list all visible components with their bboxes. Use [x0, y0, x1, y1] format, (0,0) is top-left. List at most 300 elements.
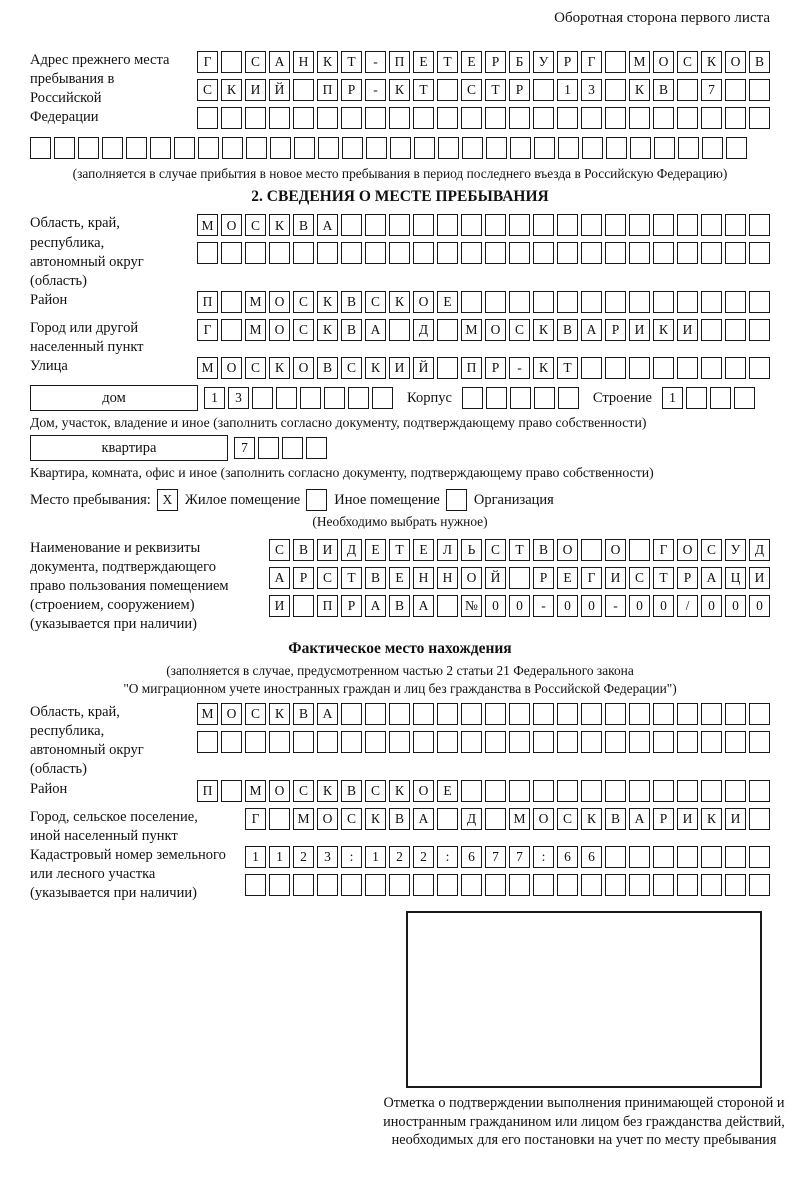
char-cell[interactable]: С	[341, 808, 362, 830]
char-cell[interactable]	[150, 137, 171, 159]
char-cell[interactable]: В	[365, 567, 386, 589]
char-cell[interactable]	[317, 874, 338, 896]
char-cell[interactable]: О	[557, 539, 578, 561]
char-cell[interactable]: И	[317, 539, 338, 561]
char-cell[interactable]: Е	[461, 51, 482, 73]
char-cell[interactable]: Т	[509, 539, 530, 561]
char-cell[interactable]: Ц	[725, 567, 746, 589]
char-cell[interactable]	[677, 214, 698, 236]
char-cell[interactable]	[749, 319, 770, 341]
char-cell[interactable]	[533, 731, 554, 753]
char-cell[interactable]: 1	[557, 79, 578, 101]
char-cell[interactable]	[581, 214, 602, 236]
char-cell[interactable]	[677, 242, 698, 264]
char-cell[interactable]	[461, 703, 482, 725]
stay-option-checkbox-residential[interactable]	[157, 489, 178, 511]
char-cell[interactable]	[749, 780, 770, 802]
char-cell[interactable]	[677, 703, 698, 725]
char-cell[interactable]	[749, 357, 770, 379]
char-cell[interactable]	[437, 703, 458, 725]
char-cell[interactable]	[581, 874, 602, 896]
char-cell[interactable]	[654, 137, 675, 159]
char-cell[interactable]	[78, 137, 99, 159]
char-cell[interactable]: 0	[581, 595, 602, 617]
char-cell[interactable]	[557, 291, 578, 313]
char-cell[interactable]	[461, 214, 482, 236]
char-cell[interactable]: X	[157, 489, 178, 511]
char-cell[interactable]: И	[269, 595, 290, 617]
char-cell[interactable]: М	[197, 214, 218, 236]
char-cell[interactable]: К	[269, 703, 290, 725]
char-cell[interactable]	[581, 107, 602, 129]
char-cell[interactable]	[222, 137, 243, 159]
char-cell[interactable]	[629, 214, 650, 236]
char-cell[interactable]	[749, 107, 770, 129]
char-cell[interactable]	[510, 387, 531, 409]
char-cell[interactable]: 3	[317, 846, 338, 868]
char-cell[interactable]: Т	[653, 567, 674, 589]
char-cell[interactable]	[558, 137, 579, 159]
char-cell[interactable]: С	[269, 539, 290, 561]
char-cell[interactable]	[348, 387, 369, 409]
char-cell[interactable]: К	[221, 79, 242, 101]
char-cell[interactable]: В	[293, 539, 314, 561]
char-cell[interactable]	[653, 291, 674, 313]
char-cell[interactable]: В	[341, 780, 362, 802]
char-cell[interactable]	[341, 107, 362, 129]
char-cell[interactable]: В	[605, 808, 626, 830]
char-cell[interactable]	[653, 703, 674, 725]
char-cell[interactable]	[581, 291, 602, 313]
char-cell[interactable]: О	[605, 539, 626, 561]
char-cell[interactable]	[629, 539, 650, 561]
char-cell[interactable]	[413, 214, 434, 236]
char-cell[interactable]	[581, 703, 602, 725]
char-cell[interactable]	[686, 387, 707, 409]
char-cell[interactable]: 7	[485, 846, 506, 868]
char-cell[interactable]	[749, 808, 770, 830]
char-cell[interactable]	[725, 846, 746, 868]
char-cell[interactable]	[534, 387, 555, 409]
char-cell[interactable]: К	[581, 808, 602, 830]
char-cell[interactable]	[126, 137, 147, 159]
char-cell[interactable]	[509, 703, 530, 725]
char-cell[interactable]	[629, 107, 650, 129]
char-cell[interactable]	[269, 808, 290, 830]
char-cell[interactable]	[725, 107, 746, 129]
char-cell[interactable]	[725, 731, 746, 753]
char-cell[interactable]	[365, 107, 386, 129]
char-cell[interactable]	[509, 242, 530, 264]
char-cell[interactable]	[366, 137, 387, 159]
char-cell[interactable]: С	[629, 567, 650, 589]
char-cell[interactable]: П	[197, 291, 218, 313]
char-cell[interactable]	[221, 51, 242, 73]
char-cell[interactable]: В	[557, 319, 578, 341]
char-cell[interactable]	[269, 874, 290, 896]
char-cell[interactable]: 2	[293, 846, 314, 868]
char-cell[interactable]	[413, 731, 434, 753]
char-cell[interactable]	[533, 703, 554, 725]
char-cell[interactable]	[462, 137, 483, 159]
char-cell[interactable]: В	[293, 214, 314, 236]
char-cell[interactable]: О	[317, 808, 338, 830]
char-cell[interactable]: Д	[461, 808, 482, 830]
char-cell[interactable]	[533, 214, 554, 236]
char-cell[interactable]	[509, 731, 530, 753]
char-cell[interactable]: К	[365, 808, 386, 830]
char-cell[interactable]	[306, 489, 327, 511]
char-cell[interactable]	[365, 242, 386, 264]
char-cell[interactable]	[306, 437, 327, 459]
char-cell[interactable]: 0	[653, 595, 674, 617]
char-cell[interactable]: Р	[677, 567, 698, 589]
char-cell[interactable]	[258, 437, 279, 459]
char-cell[interactable]: А	[413, 595, 434, 617]
char-cell[interactable]: У	[533, 51, 554, 73]
char-cell[interactable]	[437, 595, 458, 617]
char-cell[interactable]	[677, 846, 698, 868]
char-cell[interactable]: А	[581, 319, 602, 341]
char-cell[interactable]	[365, 874, 386, 896]
char-cell[interactable]: О	[461, 567, 482, 589]
char-cell[interactable]: А	[413, 808, 434, 830]
char-cell[interactable]	[341, 242, 362, 264]
char-cell[interactable]: К	[317, 319, 338, 341]
char-cell[interactable]	[389, 703, 410, 725]
char-cell[interactable]: С	[365, 780, 386, 802]
char-cell[interactable]	[269, 242, 290, 264]
char-cell[interactable]	[341, 214, 362, 236]
char-cell[interactable]: Л	[437, 539, 458, 561]
char-cell[interactable]: М	[509, 808, 530, 830]
char-cell[interactable]: П	[317, 595, 338, 617]
char-cell[interactable]: 2	[413, 846, 434, 868]
char-cell[interactable]	[446, 489, 467, 511]
char-cell[interactable]	[437, 214, 458, 236]
char-cell[interactable]	[701, 214, 722, 236]
char-cell[interactable]	[102, 137, 123, 159]
char-cell[interactable]: О	[533, 808, 554, 830]
char-cell[interactable]	[605, 703, 626, 725]
char-cell[interactable]	[437, 79, 458, 101]
char-cell[interactable]: И	[389, 357, 410, 379]
char-cell[interactable]	[701, 291, 722, 313]
char-cell[interactable]: Й	[269, 79, 290, 101]
char-cell[interactable]: :	[341, 846, 362, 868]
char-cell[interactable]: -	[605, 595, 626, 617]
char-cell[interactable]	[293, 107, 314, 129]
char-cell[interactable]	[749, 79, 770, 101]
char-cell[interactable]	[677, 874, 698, 896]
char-cell[interactable]: К	[701, 808, 722, 830]
char-cell[interactable]	[725, 79, 746, 101]
char-cell[interactable]: :	[437, 846, 458, 868]
char-cell[interactable]	[629, 780, 650, 802]
char-cell[interactable]: Р	[341, 79, 362, 101]
char-cell[interactable]: С	[293, 291, 314, 313]
char-cell[interactable]: А	[317, 703, 338, 725]
char-cell[interactable]: Р	[509, 79, 530, 101]
char-cell[interactable]: К	[269, 357, 290, 379]
char-cell[interactable]	[414, 137, 435, 159]
char-cell[interactable]: 1	[245, 846, 266, 868]
char-cell[interactable]	[749, 874, 770, 896]
char-cell[interactable]	[725, 291, 746, 313]
char-cell[interactable]	[557, 874, 578, 896]
char-cell[interactable]: Е	[437, 780, 458, 802]
char-cell[interactable]	[677, 79, 698, 101]
char-cell[interactable]: Е	[413, 539, 434, 561]
char-cell[interactable]	[533, 242, 554, 264]
char-cell[interactable]	[437, 874, 458, 896]
char-cell[interactable]: 6	[581, 846, 602, 868]
char-cell[interactable]	[413, 703, 434, 725]
char-cell[interactable]	[246, 137, 267, 159]
char-cell[interactable]	[653, 731, 674, 753]
char-cell[interactable]	[198, 137, 219, 159]
char-cell[interactable]: Р	[485, 357, 506, 379]
char-cell[interactable]	[485, 107, 506, 129]
char-cell[interactable]	[389, 874, 410, 896]
char-cell[interactable]	[293, 242, 314, 264]
char-cell[interactable]	[221, 319, 242, 341]
char-cell[interactable]	[749, 703, 770, 725]
char-cell[interactable]	[293, 874, 314, 896]
char-cell[interactable]: С	[485, 539, 506, 561]
char-cell[interactable]	[389, 107, 410, 129]
char-cell[interactable]	[605, 107, 626, 129]
char-cell[interactable]: Т	[341, 567, 362, 589]
char-cell[interactable]: 0	[557, 595, 578, 617]
char-cell[interactable]	[725, 874, 746, 896]
char-cell[interactable]	[317, 242, 338, 264]
char-cell[interactable]	[605, 780, 626, 802]
char-cell[interactable]	[653, 780, 674, 802]
char-cell[interactable]	[629, 703, 650, 725]
char-cell[interactable]	[653, 874, 674, 896]
char-cell[interactable]: С	[365, 291, 386, 313]
char-cell[interactable]	[365, 214, 386, 236]
char-cell[interactable]: 1	[269, 846, 290, 868]
char-cell[interactable]: К	[389, 291, 410, 313]
char-cell[interactable]: -	[509, 357, 530, 379]
char-cell[interactable]	[726, 137, 747, 159]
char-cell[interactable]	[509, 780, 530, 802]
char-cell[interactable]: 0	[749, 595, 770, 617]
char-cell[interactable]	[653, 107, 674, 129]
char-cell[interactable]: К	[389, 79, 410, 101]
char-cell[interactable]: О	[485, 319, 506, 341]
char-cell[interactable]: Р	[605, 319, 626, 341]
char-cell[interactable]	[629, 874, 650, 896]
char-cell[interactable]: Р	[293, 567, 314, 589]
char-cell[interactable]: /	[677, 595, 698, 617]
char-cell[interactable]: Г	[245, 808, 266, 830]
char-cell[interactable]	[605, 291, 626, 313]
char-cell[interactable]: 2	[389, 846, 410, 868]
char-cell[interactable]	[701, 780, 722, 802]
char-cell[interactable]	[245, 731, 266, 753]
char-cell[interactable]: М	[197, 703, 218, 725]
char-cell[interactable]: И	[629, 319, 650, 341]
char-cell[interactable]: 1	[662, 387, 683, 409]
char-cell[interactable]	[605, 51, 626, 73]
char-cell[interactable]: Н	[413, 567, 434, 589]
char-cell[interactable]	[485, 291, 506, 313]
char-cell[interactable]	[197, 242, 218, 264]
char-cell[interactable]	[245, 242, 266, 264]
char-cell[interactable]: 0	[509, 595, 530, 617]
char-cell[interactable]	[678, 137, 699, 159]
char-cell[interactable]	[282, 437, 303, 459]
char-cell[interactable]: Е	[389, 567, 410, 589]
char-cell[interactable]	[557, 242, 578, 264]
char-cell[interactable]: К	[317, 291, 338, 313]
char-cell[interactable]: О	[269, 319, 290, 341]
char-cell[interactable]	[389, 242, 410, 264]
char-cell[interactable]	[390, 137, 411, 159]
char-cell[interactable]	[461, 731, 482, 753]
char-cell[interactable]: Е	[365, 539, 386, 561]
stay-option-checkbox-organization[interactable]	[446, 489, 467, 511]
stay-option-checkbox-other-premises[interactable]	[306, 489, 327, 511]
char-cell[interactable]	[245, 874, 266, 896]
char-cell[interactable]	[485, 214, 506, 236]
char-cell[interactable]: О	[413, 780, 434, 802]
char-cell[interactable]	[221, 780, 242, 802]
char-cell[interactable]: -	[365, 79, 386, 101]
char-cell[interactable]	[533, 79, 554, 101]
char-cell[interactable]	[677, 107, 698, 129]
char-cell[interactable]	[197, 107, 218, 129]
char-cell[interactable]: -	[365, 51, 386, 73]
char-cell[interactable]: С	[197, 79, 218, 101]
char-cell[interactable]: М	[245, 319, 266, 341]
char-cell[interactable]: С	[245, 51, 266, 73]
char-cell[interactable]	[252, 387, 273, 409]
char-cell[interactable]	[701, 874, 722, 896]
char-cell[interactable]	[269, 107, 290, 129]
char-cell[interactable]	[389, 731, 410, 753]
char-cell[interactable]	[581, 242, 602, 264]
char-cell[interactable]: В	[341, 319, 362, 341]
char-cell[interactable]	[557, 107, 578, 129]
char-cell[interactable]: В	[653, 79, 674, 101]
char-cell[interactable]: К	[269, 214, 290, 236]
char-cell[interactable]	[509, 107, 530, 129]
char-cell[interactable]	[605, 79, 626, 101]
char-cell[interactable]: Т	[557, 357, 578, 379]
char-cell[interactable]	[629, 357, 650, 379]
char-cell[interactable]	[485, 874, 506, 896]
char-cell[interactable]: К	[533, 319, 554, 341]
char-cell[interactable]: К	[629, 79, 650, 101]
char-cell[interactable]	[461, 780, 482, 802]
char-cell[interactable]: Й	[413, 357, 434, 379]
char-cell[interactable]: О	[293, 357, 314, 379]
char-cell[interactable]: Е	[413, 51, 434, 73]
char-cell[interactable]	[221, 291, 242, 313]
char-cell[interactable]	[365, 703, 386, 725]
char-cell[interactable]: Т	[389, 539, 410, 561]
char-cell[interactable]: О	[221, 214, 242, 236]
char-cell[interactable]	[341, 874, 362, 896]
char-cell[interactable]	[677, 731, 698, 753]
char-cell[interactable]	[534, 137, 555, 159]
char-cell[interactable]: 0	[629, 595, 650, 617]
char-cell[interactable]	[462, 387, 483, 409]
char-cell[interactable]: О	[269, 291, 290, 313]
char-cell[interactable]	[485, 242, 506, 264]
char-cell[interactable]	[725, 357, 746, 379]
char-cell[interactable]	[629, 846, 650, 868]
char-cell[interactable]	[725, 319, 746, 341]
char-cell[interactable]	[749, 214, 770, 236]
char-cell[interactable]	[509, 874, 530, 896]
char-cell[interactable]	[653, 846, 674, 868]
char-cell[interactable]	[749, 291, 770, 313]
char-cell[interactable]: Г	[653, 539, 674, 561]
char-cell[interactable]	[605, 846, 626, 868]
char-cell[interactable]	[485, 808, 506, 830]
char-cell[interactable]	[629, 242, 650, 264]
char-cell[interactable]: М	[197, 357, 218, 379]
char-cell[interactable]	[701, 731, 722, 753]
apartment-type-box[interactable]: квартира	[30, 435, 228, 461]
char-cell[interactable]: В	[341, 291, 362, 313]
char-cell[interactable]	[701, 107, 722, 129]
char-cell[interactable]	[413, 242, 434, 264]
char-cell[interactable]	[221, 242, 242, 264]
char-cell[interactable]	[486, 387, 507, 409]
char-cell[interactable]: И	[677, 808, 698, 830]
char-cell[interactable]: С	[317, 567, 338, 589]
char-cell[interactable]: И	[725, 808, 746, 830]
char-cell[interactable]	[653, 242, 674, 264]
char-cell[interactable]: М	[293, 808, 314, 830]
char-cell[interactable]	[372, 387, 393, 409]
char-cell[interactable]	[341, 731, 362, 753]
char-cell[interactable]	[653, 214, 674, 236]
char-cell[interactable]	[317, 731, 338, 753]
char-cell[interactable]	[557, 780, 578, 802]
char-cell[interactable]: С	[341, 357, 362, 379]
char-cell[interactable]	[509, 214, 530, 236]
char-cell[interactable]	[317, 107, 338, 129]
char-cell[interactable]: С	[293, 780, 314, 802]
char-cell[interactable]: В	[389, 808, 410, 830]
char-cell[interactable]: Г	[581, 567, 602, 589]
char-cell[interactable]: 3	[581, 79, 602, 101]
char-cell[interactable]: Б	[509, 51, 530, 73]
char-cell[interactable]: А	[269, 51, 290, 73]
char-cell[interactable]	[677, 291, 698, 313]
char-cell[interactable]	[342, 137, 363, 159]
char-cell[interactable]	[653, 357, 674, 379]
char-cell[interactable]: А	[629, 808, 650, 830]
char-cell[interactable]: С	[293, 319, 314, 341]
char-cell[interactable]	[294, 137, 315, 159]
char-cell[interactable]	[725, 242, 746, 264]
char-cell[interactable]	[629, 291, 650, 313]
char-cell[interactable]: 7	[701, 79, 722, 101]
char-cell[interactable]	[276, 387, 297, 409]
char-cell[interactable]: 1	[365, 846, 386, 868]
char-cell[interactable]: О	[677, 539, 698, 561]
char-cell[interactable]: П	[389, 51, 410, 73]
char-cell[interactable]	[533, 874, 554, 896]
